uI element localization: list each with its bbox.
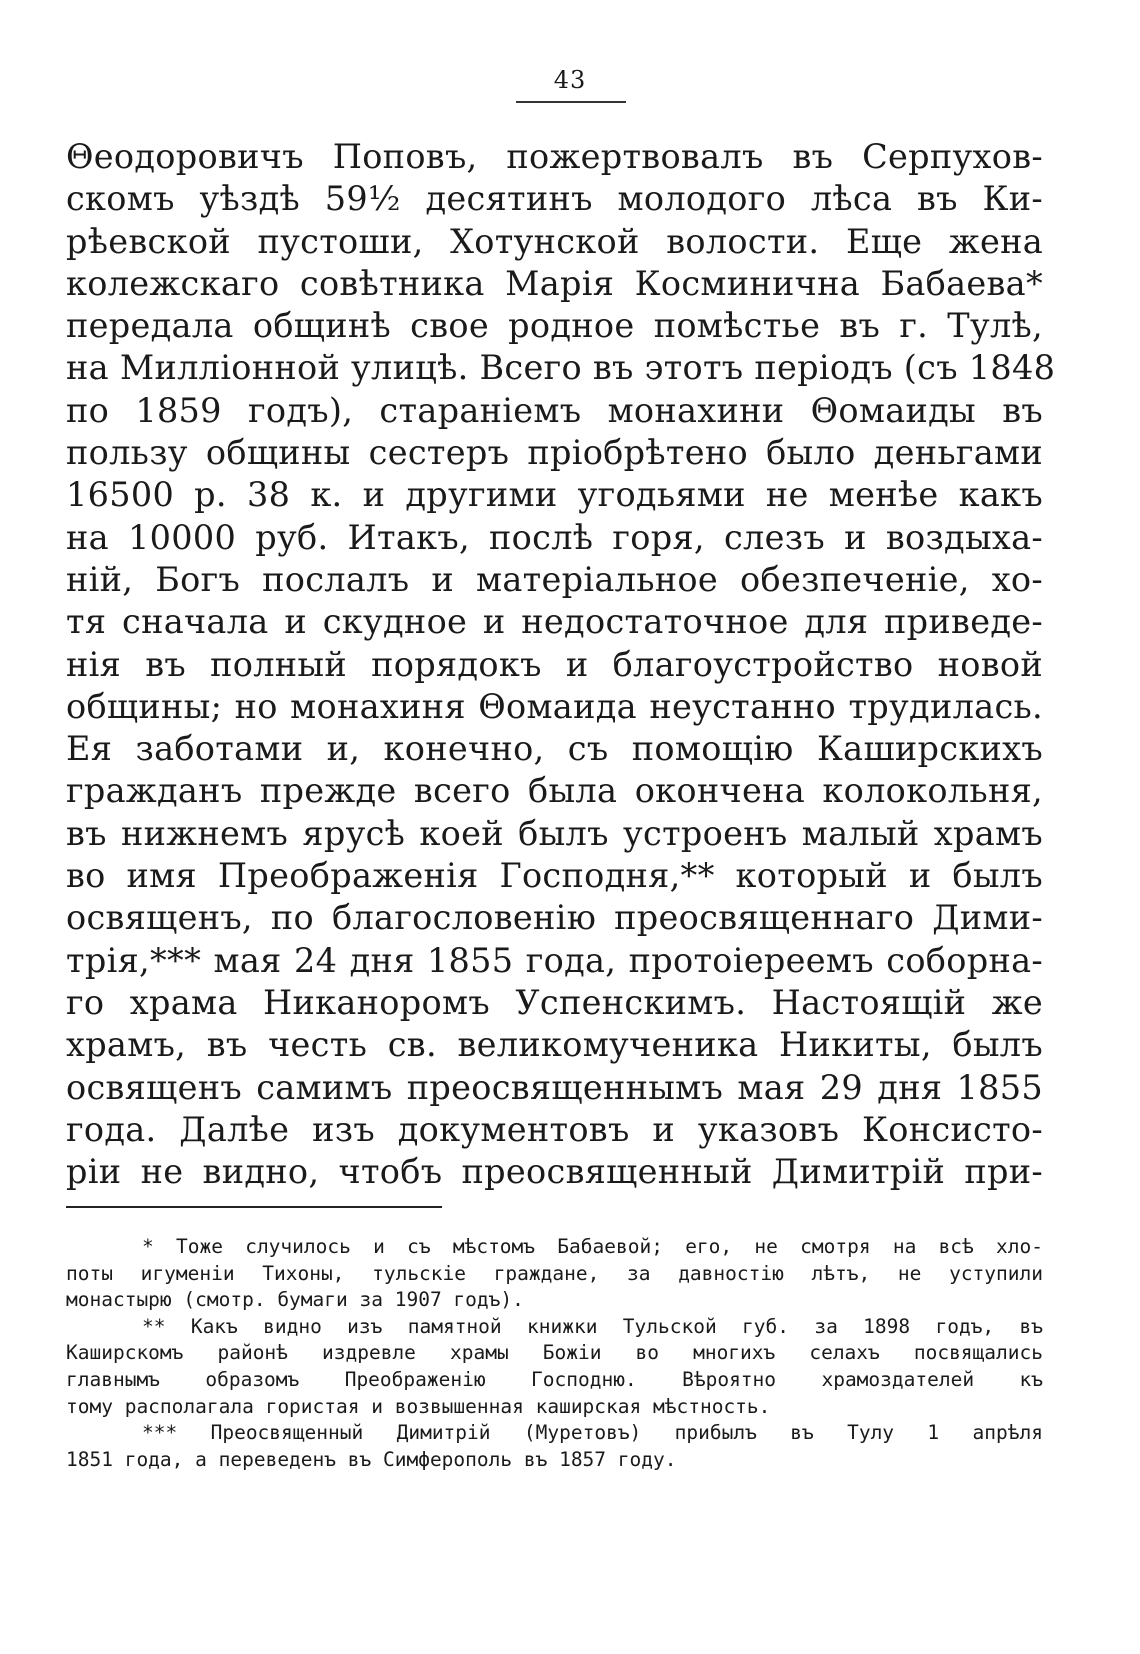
text-line: тя сначала и скудное и недостаточное для приведе- bbox=[66, 602, 1043, 642]
text-line: на Милліонной улицѣ. Всего въ этотъ періодъ (съ 1848 bbox=[66, 348, 1056, 388]
text-line: колежскаго совѣтника Марія Косминична Бабаева* bbox=[66, 263, 1043, 303]
footnote-divider bbox=[66, 1206, 442, 1208]
text-line: трія,*** мая 24 дня 1855 года, протоіереемъ соборна- bbox=[66, 940, 1043, 980]
text-line: года. Далѣе изъ документовъ и указовъ Консисто- bbox=[66, 1109, 1043, 1149]
text-line: храмъ, въ честь св. великомученика Никиты, былъ bbox=[66, 1025, 1043, 1065]
main-text bbox=[66, 136, 1056, 1193]
text-line: скомъ уѣздѣ 59½ десятинъ молодого лѣса въ Ки- bbox=[66, 179, 1043, 219]
text-line: передала общинѣ свое родное помѣстье въ г. Тулѣ, bbox=[66, 306, 1043, 346]
text-line: рѣевской пустоши, Хотунской волости. Еще жена bbox=[66, 221, 1043, 261]
footnote-line: монастырю (смотр. бумаги за 1907 годъ). bbox=[66, 1288, 524, 1312]
footnote-line: * Тоже случилось и съ мѣстомъ Бабаевой; его, не смотря на всѣ хло- bbox=[142, 1235, 1043, 1258]
footnote-line: поты игуменіи Тихоны, тульскіе граждане, за давностію лѣтъ, не уступили bbox=[66, 1261, 1043, 1285]
text-line: на 10000 руб. Итакъ, послѣ горя, слезъ и воздыха- bbox=[66, 517, 1043, 557]
text-line: гражданъ прежде всего была окончена колокольня, bbox=[66, 771, 1043, 811]
text-line: ріи не видно, чтобъ преосвященный Димитрій при- bbox=[66, 1152, 1043, 1192]
text-line: освященъ самимъ преосвященнымъ мая 29 дня 1855 bbox=[66, 1067, 1043, 1107]
footnote-line: ** Какъ видно изъ памятной книжки Тульской губ. за 1898 годъ, въ bbox=[142, 1314, 1043, 1338]
text-line: во имя Преображенія Господня,** который и былъ bbox=[66, 856, 1043, 896]
text-line: освященъ, по благословенію преосвященнаго Дими- bbox=[66, 898, 1043, 938]
footnote-line: 1851 года, а переведенъ въ Симферополь въ 1857 году. bbox=[66, 1447, 677, 1471]
text-line: го храма Никаноромъ Успенскимъ. Настоящій же bbox=[66, 982, 1043, 1022]
footnote-line: Каширскомъ районѣ издревле храмы Божіи во многихъ селахъ посвящались bbox=[66, 1341, 1043, 1365]
footnote-line: главнымъ образомъ Преображенію Господню. Вѣроятно храмоздателей къ bbox=[66, 1367, 1043, 1391]
text-line: Ея заботами и, конечно, съ помощію Каширскихъ bbox=[66, 729, 1043, 769]
text-line: нія въ полный порядокъ и благоустройство новой bbox=[66, 644, 1043, 684]
footnote-line: *** Преосвященный Димитрій (Муретовъ) прибылъ въ Тулу 1 апрѣля bbox=[142, 1421, 1043, 1445]
footnotes bbox=[66, 1234, 1043, 1473]
text-line: пользу общины сестеръ пріобрѣтено было деньгами bbox=[66, 433, 1043, 473]
text-line: Θеодоровичъ Поповъ, пожертвовалъ въ Серпухов- bbox=[66, 137, 1043, 176]
page-number: 43 bbox=[553, 66, 587, 94]
text-line: общины; но монахиня Θомаида неустанно трудилась. bbox=[66, 686, 1043, 726]
footnote-line: тому располагала гористая и возвышенная каширская мѣстность. bbox=[66, 1394, 771, 1418]
text-line: 16500 р. 38 к. и другими угодьями не менѣе какъ bbox=[66, 475, 1043, 515]
text-line: ній, Богъ послалъ и матеріальное обезпеченіе, хо- bbox=[66, 559, 1043, 599]
text-line: въ нижнемъ ярусѣ коей былъ устроенъ малый храмъ bbox=[66, 813, 1043, 853]
page-number-rule bbox=[516, 101, 626, 103]
text-line: по 1859 годъ), стараніемъ монахини Θомаиды въ bbox=[66, 390, 1043, 430]
